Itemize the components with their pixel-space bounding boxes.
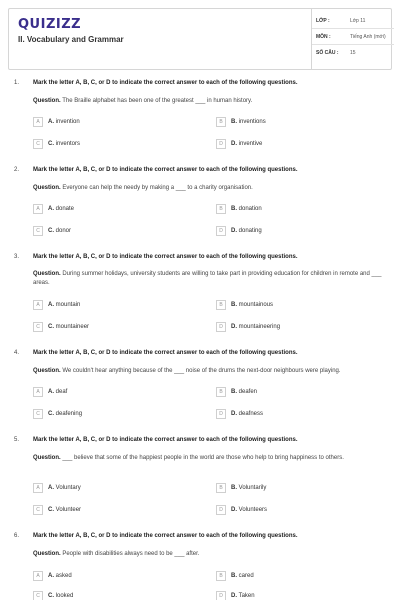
- question-number: 1.: [14, 80, 20, 86]
- section-title: II. Vocabulary and Grammar: [18, 35, 124, 44]
- option-box[interactable]: C: [33, 591, 43, 600]
- question-body: During summer holidays, university students are willing to take part in providing education for children in remote and ___ areas.: [33, 271, 382, 286]
- option-label: B. cared: [231, 573, 254, 579]
- question-label: Question.: [33, 551, 61, 557]
- option-label: A. Voluntary: [48, 485, 81, 491]
- option-box[interactable]: B: [216, 571, 226, 581]
- option-label: D. inventive: [231, 141, 263, 147]
- option-label: A. mountain: [48, 302, 81, 308]
- info-value: 15: [350, 50, 356, 56]
- info-value: Lớp 11: [350, 18, 366, 24]
- option-label: A. donate: [48, 206, 75, 212]
- info-value: Tiếng Anh (mới): [350, 34, 386, 40]
- question-number: 2.: [14, 167, 20, 173]
- question-number: 3.: [14, 254, 20, 260]
- info-row-count: [312, 45, 394, 61]
- question-body: We couldn't hear anything because of the ___ noise of the drums the next-door neighbours were playing.: [62, 368, 341, 374]
- option-box[interactable]: D: [216, 139, 226, 149]
- question-text: [33, 454, 385, 463]
- option-box[interactable]: B: [216, 300, 226, 310]
- option-box[interactable]: A: [33, 483, 43, 493]
- option-label: A. deaf: [48, 389, 68, 395]
- option-label: C. deafening: [48, 411, 83, 417]
- option-box[interactable]: A: [33, 571, 43, 581]
- option-label: B. mountainous: [231, 302, 274, 308]
- option-box[interactable]: A: [33, 204, 43, 214]
- option-label: A. asked: [48, 573, 72, 579]
- option-label: C. inventors: [48, 141, 81, 147]
- worksheet-header: [8, 8, 392, 70]
- option-label: C. Volunteer: [48, 507, 82, 513]
- option-box[interactable]: D: [216, 322, 226, 332]
- option-box[interactable]: D: [216, 226, 226, 236]
- question-instruction: Mark the letter A, B, C, or D to indicate the correct answer to each of the following questions.: [33, 533, 298, 539]
- info-label: SỐ CÂU :: [316, 50, 339, 56]
- question-label: Question.: [33, 455, 61, 461]
- question-text: [33, 550, 385, 559]
- option-box[interactable]: C: [33, 139, 43, 149]
- option-box[interactable]: D: [216, 591, 226, 600]
- option-label: D. Taken: [231, 593, 255, 599]
- question-text: [33, 97, 385, 106]
- question-number: 5.: [14, 437, 20, 443]
- question-label: Question.: [33, 98, 61, 104]
- question-label: Question.: [33, 368, 61, 374]
- option-label: D. deafness: [231, 411, 264, 417]
- question-body: ___ believe that some of the happiest people in the world are those who help to bring happiness to others.: [62, 455, 344, 461]
- option-label: C. looked: [48, 593, 74, 599]
- question-number: 4.: [14, 350, 20, 356]
- question-label: Question.: [33, 271, 61, 277]
- option-box[interactable]: A: [33, 117, 43, 127]
- option-box[interactable]: A: [33, 387, 43, 397]
- info-label: MÔN :: [316, 34, 331, 40]
- option-label: A. invention: [48, 119, 80, 125]
- question-body: People with disabilities always need to be ___ after.: [62, 551, 200, 557]
- option-label: B. donation: [231, 206, 262, 212]
- option-box[interactable]: C: [33, 322, 43, 332]
- option-box[interactable]: D: [216, 409, 226, 419]
- option-label: B. deafen: [231, 389, 258, 395]
- option-box[interactable]: B: [216, 387, 226, 397]
- option-box[interactable]: C: [33, 505, 43, 515]
- question-label: Question.: [33, 185, 61, 191]
- option-box[interactable]: C: [33, 409, 43, 419]
- option-label: D. mountaineering: [231, 324, 281, 330]
- option-label: B. inventions: [231, 119, 266, 125]
- option-box[interactable]: B: [216, 117, 226, 127]
- option-label: D. Volunteers: [231, 507, 268, 513]
- info-row-subject: [312, 29, 394, 45]
- question-text: [33, 270, 385, 288]
- question-instruction: Mark the letter A, B, C, or D to indicate the correct answer to each of the following questions.: [33, 167, 298, 173]
- option-box[interactable]: D: [216, 505, 226, 515]
- question-instruction: Mark the letter A, B, C, or D to indicate the correct answer to each of the following questions.: [33, 350, 298, 356]
- question-text: [33, 184, 385, 193]
- option-box[interactable]: B: [216, 483, 226, 493]
- option-box[interactable]: C: [33, 226, 43, 236]
- option-label: C. donor: [48, 228, 72, 234]
- question-instruction: Mark the letter A, B, C, or D to indicate the correct answer to each of the following questions.: [33, 80, 298, 86]
- info-row-class: [312, 13, 394, 29]
- question-body: Everyone can help the needy by making a ___ to a charity organisation.: [62, 185, 253, 191]
- question-instruction: Mark the letter A, B, C, or D to indicate the correct answer to each of the following questions.: [33, 254, 298, 260]
- info-label: LỚP :: [316, 18, 330, 24]
- option-label: D. donating: [231, 228, 262, 234]
- quizizz-logo: QUIZIZZ: [18, 17, 82, 32]
- question-text: [33, 367, 385, 376]
- question-instruction: Mark the letter A, B, C, or D to indicate the correct answer to each of the following questions.: [33, 437, 298, 443]
- option-label: B. Voluntarily: [231, 485, 267, 491]
- question-number: 6.: [14, 533, 20, 539]
- option-label: C. mountaineer: [48, 324, 90, 330]
- option-box[interactable]: B: [216, 204, 226, 214]
- question-body: The Braille alphabet has been one of the greatest ___ in human history.: [62, 98, 253, 104]
- option-box[interactable]: A: [33, 300, 43, 310]
- info-box: [311, 9, 393, 70]
